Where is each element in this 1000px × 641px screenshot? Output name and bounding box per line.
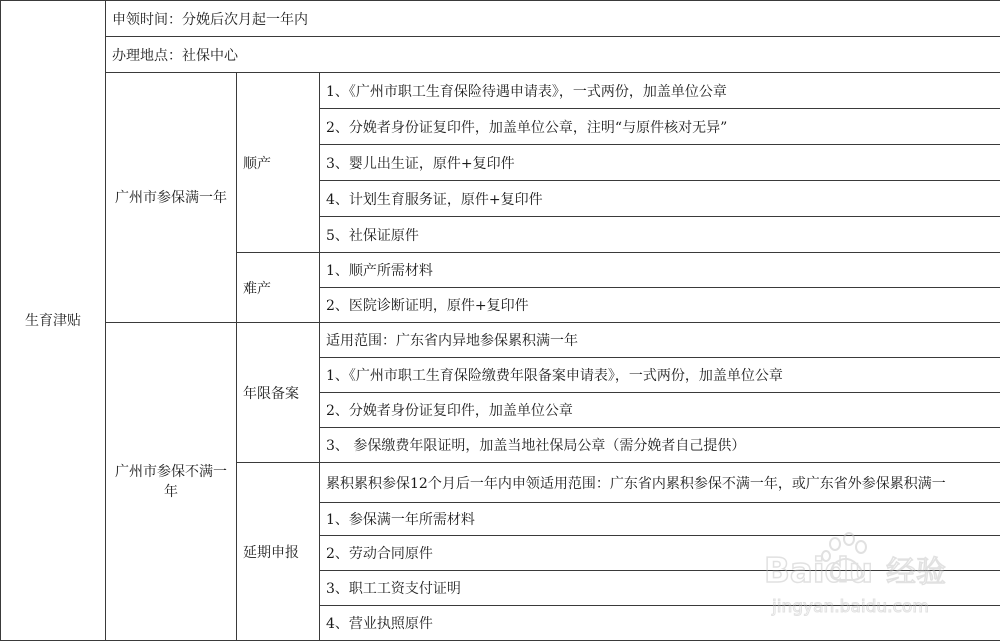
section-title-cell: 生育津贴 xyxy=(1,1,106,641)
normal-item: 3、婴儿出生证，原件+复印件 xyxy=(320,145,1000,181)
normal-item: 5、社保证原件 xyxy=(320,217,1000,253)
delay-scope: 累积累积参保12个月后一年内申领适用范围：广东省内累积参保不满一年，或广东省外参保累积满一 xyxy=(320,463,1000,503)
normal-birth-label: 顺产 xyxy=(237,73,320,253)
delay-item: 4、营业执照原件 xyxy=(320,606,1000,641)
delay-item: 2、劳动合同原件 xyxy=(320,536,1000,571)
office-cell: 办理地点：社保中心 xyxy=(106,37,1000,73)
normal-item: 4、计划生育服务证，原件+复印件 xyxy=(320,181,1000,217)
watermark-url: jingyan.baidu.com xyxy=(772,597,929,617)
difficult-item: 2、医院诊断证明，原件+复印件 xyxy=(320,288,1000,323)
watermark-brand: Baidu xyxy=(764,551,874,591)
group-partial-label: 广州市参保不满一年 xyxy=(106,323,237,641)
record-label: 年限备案 xyxy=(237,323,320,463)
normal-item: 1、《广州市职工生育保险待遇申请表》，一式两份，加盖单位公章 xyxy=(320,73,1000,109)
normal-item: 2、分娩者身份证复印件，加盖单位公章，注明“与原件核对无异” xyxy=(320,109,1000,145)
delay-item: 1、参保满一年所需材料 xyxy=(320,503,1000,536)
record-item: 3、 参保缴费年限证明，加盖当地社保局公章（需分娩者自己提供） xyxy=(320,428,1000,463)
apply-time-cell: 申领时间：分娩后次月起一年内 xyxy=(106,1,1000,37)
difficult-item: 1、顺产所需材料 xyxy=(320,253,1000,288)
group-full-label: 广州市参保满一年 xyxy=(106,73,237,323)
difficult-birth-label: 难产 xyxy=(237,253,320,323)
delay-item: 3、职工工资支付证明 xyxy=(320,571,1000,606)
delay-label: 延期申报 xyxy=(237,463,320,641)
record-item: 适用范围：广东省内异地参保累积满一年 xyxy=(320,323,1000,358)
record-item: 1、《广州市职工生育保险缴费年限备案申请表》，一式两份，加盖单位公章 xyxy=(320,358,1000,393)
record-item: 2、分娩者身份证复印件，加盖单位公章 xyxy=(320,393,1000,428)
watermark-cn: 经验 xyxy=(886,555,946,590)
